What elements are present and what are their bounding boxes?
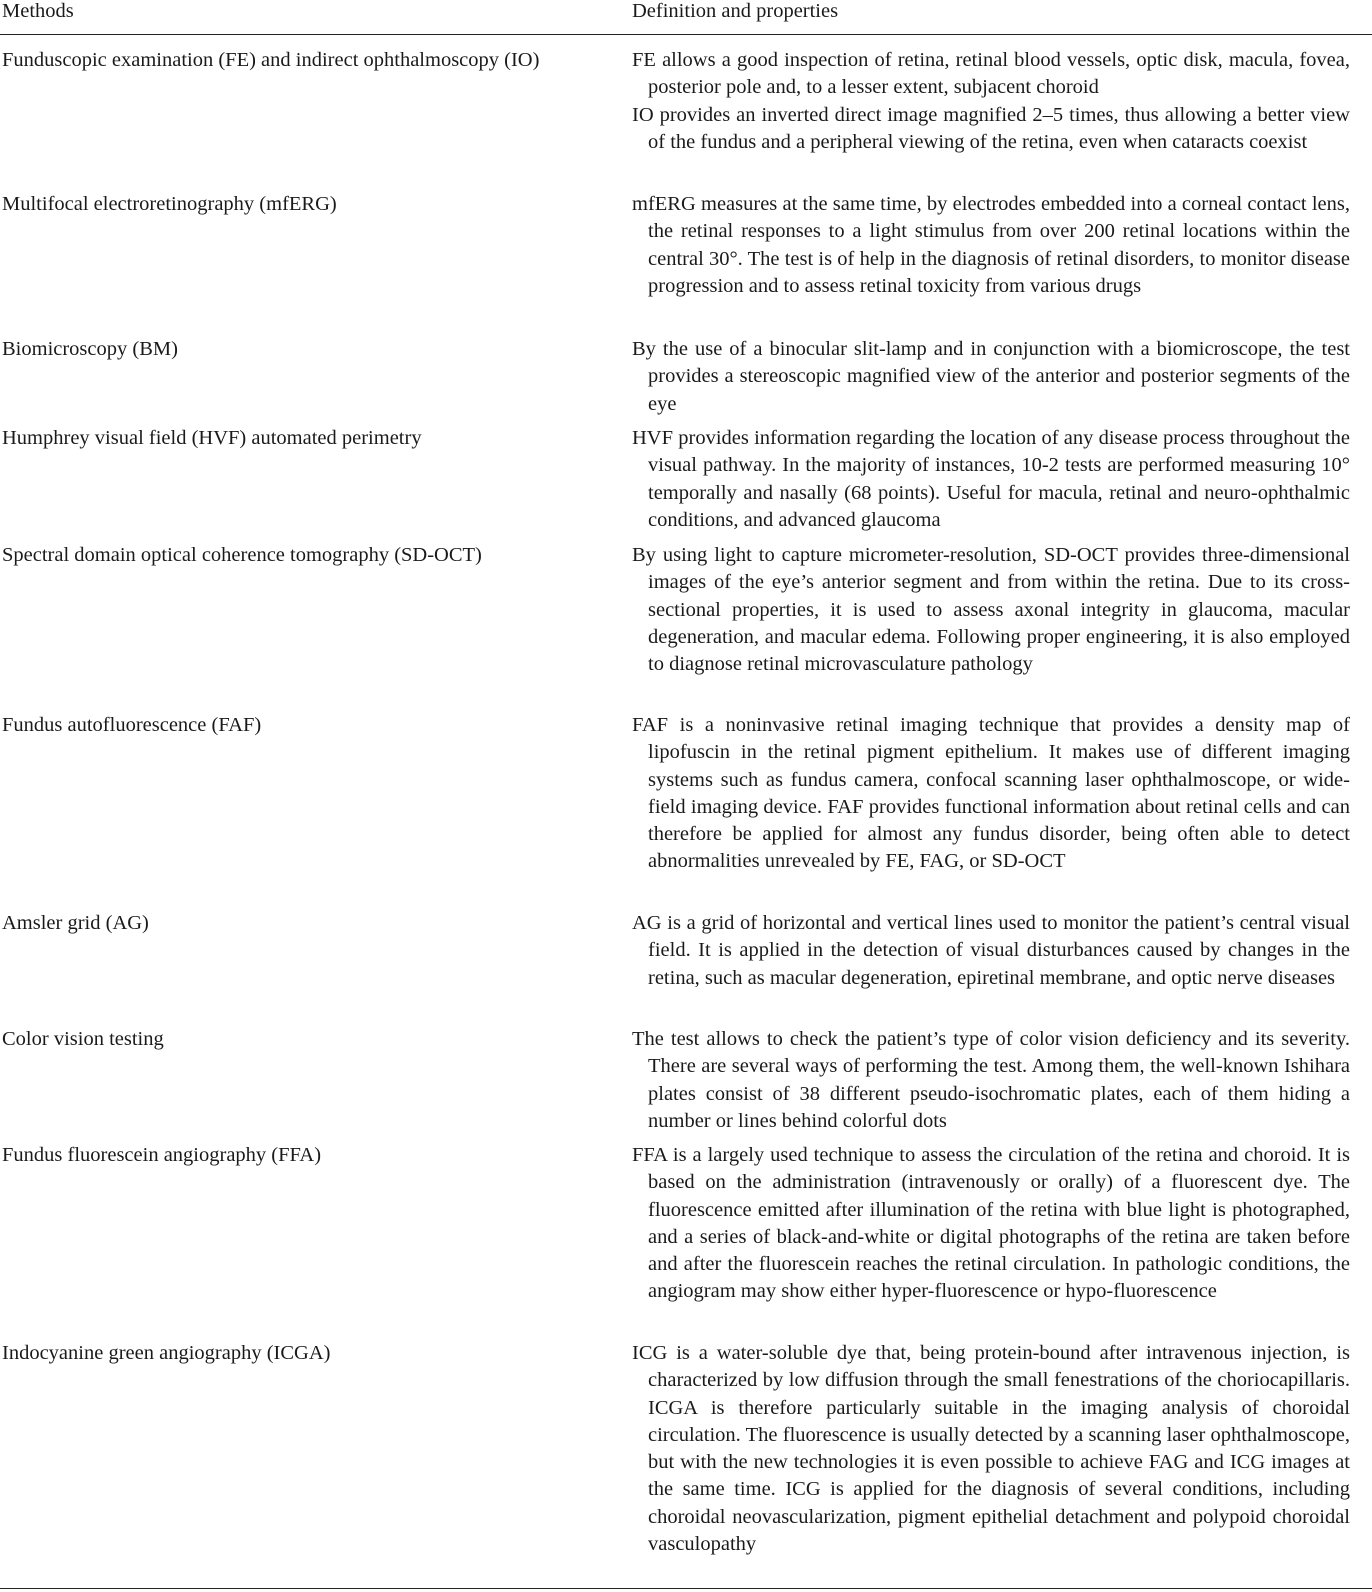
definition-cell: [632, 542, 1350, 678]
definition-cell: [632, 336, 1350, 418]
definition-cell: [632, 910, 1350, 992]
definition-cell: [632, 47, 1350, 156]
definition-cell: [632, 1142, 1350, 1306]
method-cell: Multifocal electroretinography (mfERG): [2, 193, 337, 215]
method-cell: Fundus fluorescein angiography (FFA): [2, 1144, 322, 1166]
definition-paragraph: IO provides an inverted direct image magnified 2–5 times, thus allowing a better view of the fundus and a peripheral viewing of the retina, even when cataracts coexist: [632, 103, 1350, 153]
method-cell: Fundus autofluorescence (FAF): [2, 714, 262, 736]
table-header: [0, 0, 1372, 35]
definition-paragraph: FE allows a good inspection of retina, retinal blood vessels, optic disk, macula, fovea, posterior pole and, to a lesser extent, subjacent choroid: [632, 49, 1350, 99]
definition-paragraph: FAF is a noninvasive retinal imaging technique that provides a density map of lipofuscin in the retinal pigment epithelium. It makes use of different imaging systems such as fundus camera, confocal scanning laser ophthalmoscope, or wide-field imaging device. FAF provides functional information about retinal cells and can therefore be applied for almost any fundus disorder, being often able to detect abnormalities unrevealed by FE, FAG, or SD-OCT: [632, 714, 1350, 873]
definition-paragraph: By using light to capture micrometer-resolution, SD-OCT provides three-dimensional images of the eye’s anterior segment and from within the retina. Due to its cross-sectional properties, it is used to assess axonal integrity in glaucoma, macular degeneration, and macular edema. Following proper engineering, it is also employed to diagnose retinal microvasculature pathology: [632, 544, 1350, 676]
definition-paragraph: ICG is a water-soluble dye that, being protein-bound after intravenous injection, is characterized by low diffusion through the small fenestrations of the choriocapillaris. ICGA is therefore particularly suitable in the imaging analysis of choroidal circulation. The fluorescence is usually detected by a scanning laser ophthalmoscope, but with the new technologies it is even possible to achieve FAG and ICG images at the same time. ICG is applied for the diagnosis of several conditions, including choroidal neovascularization, pigment epithelial detachment and polypoid choroidal vasculopathy: [632, 1342, 1350, 1556]
method-cell: Color vision testing: [2, 1028, 164, 1050]
definition-paragraph: HVF provides information regarding the location of any disease process throughout the visual pathway. In the majority of instances, 10-2 tests are performed measuring 10° temporally and nasally (68 points). Useful for macula, retinal and neuro-ophthalmic conditions, and advanced glaucoma: [632, 427, 1350, 531]
definition-cell: [632, 1026, 1350, 1135]
definition-cell: [632, 1340, 1350, 1558]
header-definition: Definition and properties: [632, 0, 839, 22]
definition-paragraph: AG is a grid of horizontal and vertical lines used to monitor the patient’s central visual field. It is applied in the detection of visual disturbances caused by changes in the retina, such as macular degeneration, epiretinal membrane, and optic nerve diseases: [632, 912, 1350, 989]
definition-cell: [632, 712, 1350, 876]
method-cell: Funduscopic examination (FE) and indirect ophthalmoscopy (IO): [2, 49, 540, 71]
method-cell: Indocyanine green angiography (ICGA): [2, 1342, 331, 1364]
definition-paragraph: mfERG measures at the same time, by electrodes embedded into a corneal contact lens, the retinal responses to a light stimulus from over 200 retinal locations within the central 30°. The test is of help in the diagnosis of retinal disorders, to monitor disease progression and to assess retinal toxicity from various drugs: [632, 193, 1350, 297]
definition-cell: [632, 191, 1350, 300]
definition-paragraph: By the use of a binocular slit-lamp and in conjunction with a biomicroscope, the test provides a stereoscopic magnified view of the anterior and posterior segments of the eye: [632, 338, 1350, 415]
header-methods: Methods: [2, 0, 74, 22]
definition-paragraph: FFA is a largely used technique to assess the circulation of the retina and choroid. It is based on the administration (intravenously or orally) of a fluorescent dye. The fluorescence emitted after illumination of the retina with blue light is photographed, and a series of black-and-white or digital photographs of the retina are taken before and after the fluorescein reaches the retinal circulation. In pathologic conditions, the angiogram may show either hyper-fluorescence or hypo-fluorescence: [632, 1144, 1350, 1303]
method-cell: Biomicroscopy (BM): [2, 338, 178, 360]
method-cell: Amsler grid (AG): [2, 912, 149, 934]
method-cell: Spectral domain optical coherence tomography (SD-OCT): [2, 544, 482, 566]
method-cell: Humphrey visual field (HVF) automated perimetry: [2, 427, 422, 449]
definition-paragraph: The test allows to check the patient’s type of color vision deficiency and its severity. There are several ways of performing the test. Among them, the well-known Ishihara plates consist of 38 different pseudo-isochromatic plates, each of them hiding a number or lines behind colorful dots: [632, 1028, 1350, 1132]
definition-cell: [632, 425, 1350, 534]
table-bottom-rule: [0, 1588, 1372, 1589]
